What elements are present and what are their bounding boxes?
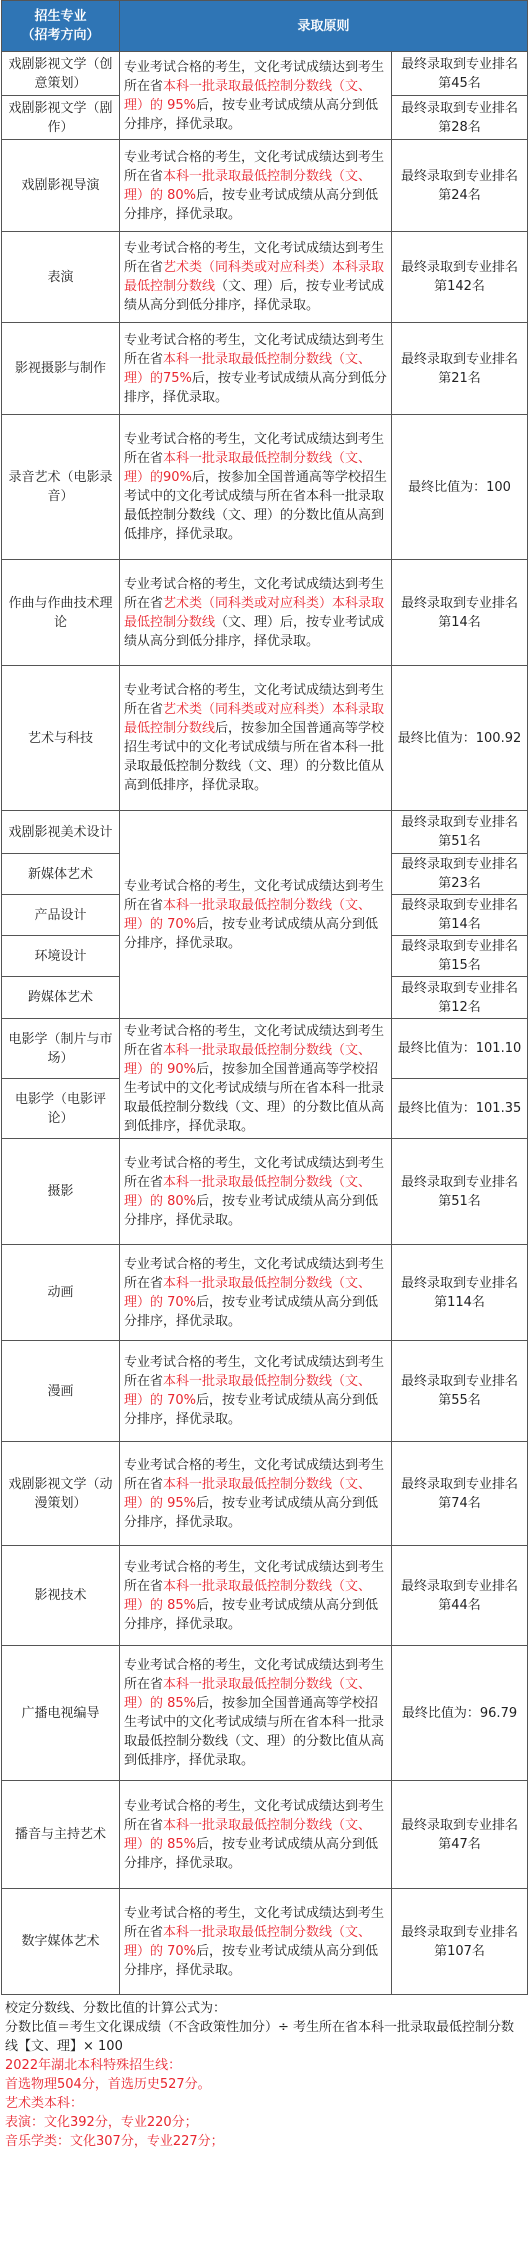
- special-line-values: 首选物理504分，首选历史527分。: [5, 2077, 211, 2092]
- rule-highlight: 本科一批录取最低控制分数线（文、理）的 70%: [124, 1275, 372, 1310]
- rule-highlight: 本科一批录取最低控制分数线（文、理）的 85%: [124, 1817, 372, 1852]
- rule-cell: 专业考试合格的考生，文化考试成绩达到考生所在省艺术类（同科类或对应科类）本科录取最低控制分数线（文、理）后，按专业考试成绩从高分到低分排序，择优录取。: [120, 232, 392, 323]
- header-rule: 录取原则: [120, 1, 528, 52]
- table-row: [2, 1341, 528, 1442]
- result-cell: 最终录取到专业排名第44名: [392, 1546, 528, 1646]
- result-cell: 最终录取到专业排名第74名: [392, 1442, 528, 1546]
- result-cell: 最终录取到专业排名第24名: [392, 140, 528, 232]
- result-cell: 最终录取到专业排名第51名: [392, 1139, 528, 1245]
- rule-highlight: 艺术类（同科类或对应科类）本科录取最低控制分数线: [124, 702, 385, 736]
- major-cell: 表演: [2, 232, 120, 323]
- table-row: [2, 1889, 528, 1995]
- rule-highlight: 本科一批录取最低控制分数线（文、理）的 95%: [124, 1476, 372, 1511]
- result-cell: 最终录取到专业排名第28名: [392, 96, 528, 140]
- major-cell: 新媒体艺术: [2, 854, 120, 895]
- rule-cell: 专业考试合格的考生，文化考试成绩达到考生所在省本科一批录取最低控制分数线（文、理）的 70%后，按专业考试成绩从高分到低分排序，择优录取。: [120, 811, 392, 1019]
- table-row: [2, 1546, 528, 1646]
- rule-highlight: 本科一批录取最低控制分数线（文、理）的 70%: [124, 1374, 372, 1408]
- table-row: [2, 52, 528, 96]
- result-cell: 最终录取到专业排名第15名: [392, 936, 528, 977]
- result-cell: 最终比值为：96.79: [392, 1646, 528, 1781]
- table-row: [2, 1781, 528, 1889]
- result-cell: 最终录取到专业排名第55名: [392, 1341, 528, 1442]
- rule-highlight: 本科一批录取最低控制分数线（文、理）的 95%: [124, 78, 372, 113]
- rule-cell: 专业考试合格的考生，文化考试成绩达到考生所在省本科一批录取最低控制分数线（文、理）的 70%后，按专业考试成绩从高分到低分排序，择优录取。: [120, 1245, 392, 1341]
- rule-highlight: 本科一批录取最低控制分数线（文、理）的 80%: [124, 168, 372, 203]
- rule-highlight: 本科一批录取最低控制分数线（文、理）的 85%: [124, 1677, 372, 1711]
- table-row: [2, 323, 528, 415]
- major-cell: 数字媒体艺术: [2, 1889, 120, 1995]
- rule-cell: 专业考试合格的考生，文化考试成绩达到考生所在省本科一批录取最低控制分数线（文、理）的 85%后，按专业考试成绩从高分到低分排序，择优录取。: [120, 1546, 392, 1646]
- result-cell: 最终录取到专业排名第142名: [392, 232, 528, 323]
- major-cell: 戏剧影视文学（动漫策划）: [2, 1442, 120, 1546]
- major-cell: 影视技术: [2, 1546, 120, 1646]
- admission-sheet: [1, 0, 527, 2151]
- acting-line: 表演：文化392分，专业220分；: [5, 2115, 198, 2130]
- result-cell: 最终录取到专业排名第23名: [392, 854, 528, 895]
- rule-cell: 专业考试合格的考生，文化考试成绩达到考生所在省艺术类（同科类或对应科类）本科录取最低控制分数线后，按参加全国普通高等学校招生考试中的文化考试成绩与所在省本科一批录取最低控制分数线（文、理）的分数比值从高到低排序，择优录取。: [120, 666, 392, 811]
- table-row: [2, 1646, 528, 1781]
- major-cell: 艺术与科技: [2, 666, 120, 811]
- table-row: [2, 232, 528, 323]
- rule-highlight: 本科一批录取最低控制分数线（文、理）的75%: [124, 351, 372, 386]
- formula-text: 分数比值＝考生文化课成绩（不含政策性加分）÷ 考生所在省本科一批录取最低控制分数线【文、理】× 100: [5, 2020, 515, 2054]
- rule-highlight: 艺术类（同科类或对应科类）本科录取最低控制分数线: [124, 260, 385, 294]
- table-row: [2, 1442, 528, 1546]
- major-cell: 影视摄影与制作: [2, 323, 120, 415]
- major-cell: 戏剧影视文学（剧作）: [2, 96, 120, 140]
- major-cell: 戏剧影视导演: [2, 140, 120, 232]
- table-row: [2, 1139, 528, 1245]
- rule-cell: 专业考试合格的考生，文化考试成绩达到考生所在省本科一批录取最低控制分数线（文、理）的 95%后，按专业考试成绩从高分到低分排序，择优录取。: [120, 52, 392, 140]
- rule-highlight: 本科一批录取最低控制分数线（文、理）的 70%: [124, 897, 372, 932]
- rule-cell: 专业考试合格的考生，文化考试成绩达到考生所在省本科一批录取最低控制分数线（文、理）的 95%后，按专业考试成绩从高分到低分排序，择优录取。: [120, 1442, 392, 1546]
- major-cell: 动画: [2, 1245, 120, 1341]
- result-cell: 最终录取到专业排名第45名: [392, 52, 528, 96]
- rule-cell: 专业考试合格的考生，文化考试成绩达到考生所在省本科一批录取最低控制分数线（文、理）的 80%后，按专业考试成绩从高分到低分排序，择优录取。: [120, 1139, 392, 1245]
- rule-cell: 专业考试合格的考生，文化考试成绩达到考生所在省本科一批录取最低控制分数线（文、理）的90%后，按参加全国普通高等学校招生考试中的文化考试成绩与所在省本科一批录取最低控制分数线（文、理）的分数比值从高到低排序，择优录取。: [120, 415, 392, 560]
- table-row: [2, 560, 528, 666]
- result-cell: 最终比值为：100: [392, 415, 528, 560]
- major-cell: 作曲与作曲技术理论: [2, 560, 120, 666]
- major-cell: 电影学（电影评论）: [2, 1079, 120, 1139]
- rule-highlight: 本科一批录取最低控制分数线（文、理）的 85%: [124, 1578, 372, 1613]
- major-cell: 戏剧影视文学（创意策划）: [2, 52, 120, 96]
- result-cell: 最终录取到专业排名第12名: [392, 977, 528, 1019]
- result-cell: 最终录取到专业排名第107名: [392, 1889, 528, 1995]
- rule-cell: 专业考试合格的考生，文化考试成绩达到考生所在省本科一批录取最低控制分数线（文、理）的 90%后，按参加全国普通高等学校招生考试中的文化考试成绩与所在省本科一批录取最低控制分数线（文、理）的分数比值从高到低排序，择优录取。: [120, 1019, 392, 1139]
- major-cell: 戏剧影视美术设计: [2, 811, 120, 854]
- rule-highlight: 本科一批录取最低控制分数线（文、理）的 90%: [124, 1042, 372, 1077]
- formula-notes: [1, 1995, 527, 2151]
- major-cell: 摄影: [2, 1139, 120, 1245]
- table-row: [2, 1019, 528, 1079]
- result-cell: 最终录取到专业排名第14名: [392, 895, 528, 936]
- table-row: [2, 140, 528, 232]
- table-row: [2, 811, 528, 854]
- rule-cell: 专业考试合格的考生，文化考试成绩达到考生所在省本科一批录取最低控制分数线（文、理）的 85%后，按参加全国普通高等学校招生考试中的文化考试成绩与所在省本科一批录取最低控制分数线（文、理）的分数比值从高到低排序，择优录取。: [120, 1646, 392, 1781]
- rule-highlight: 本科一批录取最低控制分数线（文、理）的90%: [124, 451, 372, 485]
- table-header: [2, 1, 528, 52]
- rule-cell: 专业考试合格的考生，文化考试成绩达到考生所在省本科一批录取最低控制分数线（文、理）的 70%后，按专业考试成绩从高分到低分排序，择优录取。: [120, 1889, 392, 1995]
- major-cell: 跨媒体艺术: [2, 977, 120, 1019]
- art-undergrad-title: 艺术类本科：: [5, 2096, 84, 2111]
- rule-cell: 专业考试合格的考生，文化考试成绩达到考生所在省本科一批录取最低控制分数线（文、理）的75%后，按专业考试成绩从高分到低分排序，择优录取。: [120, 323, 392, 415]
- result-cell: 最终录取到专业排名第21名: [392, 323, 528, 415]
- special-line-title: 2022年湖北本科特殊招生线：: [5, 2058, 182, 2073]
- rule-cell: 专业考试合格的考生，文化考试成绩达到考生所在省本科一批录取最低控制分数线（文、理）的 85%后，按专业考试成绩从高分到低分排序，择优录取。: [120, 1781, 392, 1889]
- result-cell: 最终录取到专业排名第51名: [392, 811, 528, 854]
- rule-highlight: 本科一批录取最低控制分数线（文、理）的 80%: [124, 1174, 372, 1209]
- rule-cell: 专业考试合格的考生，文化考试成绩达到考生所在省艺术类（同科类或对应科类）本科录取最低控制分数线（文、理）后，按专业考试成绩从高分到低分排序，择优录取。: [120, 560, 392, 666]
- formula-title: 校定分数线、分数比值的计算公式为：: [5, 2001, 227, 2016]
- admission-table: [1, 0, 528, 1995]
- result-cell: 最终比值为：101.35: [392, 1079, 528, 1139]
- major-cell: 录音艺术（电影录音）: [2, 415, 120, 560]
- result-cell: 最终录取到专业排名第14名: [392, 560, 528, 666]
- rule-cell: 专业考试合格的考生，文化考试成绩达到考生所在省本科一批录取最低控制分数线（文、理）的 70%后，按专业考试成绩从高分到低分排序，择优录取。: [120, 1341, 392, 1442]
- header-major: 招生专业 （招考方向）: [2, 1, 120, 52]
- music-line: 音乐学类：文化307分，专业227分；: [5, 2134, 224, 2149]
- major-cell: 产品设计: [2, 895, 120, 936]
- table-row: [2, 666, 528, 811]
- major-cell: 广播电视编导: [2, 1646, 120, 1781]
- major-cell: 环境设计: [2, 936, 120, 977]
- major-cell: 播音与主持艺术: [2, 1781, 120, 1889]
- table-row: [2, 415, 528, 560]
- table-row: [2, 1245, 528, 1341]
- major-cell: 电影学（制片与市场）: [2, 1019, 120, 1079]
- result-cell: 最终比值为：101.10: [392, 1019, 528, 1079]
- major-cell: 漫画: [2, 1341, 120, 1442]
- rule-highlight: 艺术类（同科类或对应科类）本科录取最低控制分数线: [124, 595, 385, 630]
- result-cell: 最终录取到专业排名第114名: [392, 1245, 528, 1341]
- result-cell: 最终比值为：100.92: [392, 666, 528, 811]
- rule-highlight: 本科一批录取最低控制分数线（文、理）的 70%: [124, 1924, 372, 1959]
- result-cell: 最终录取到专业排名第47名: [392, 1781, 528, 1889]
- rule-cell: 专业考试合格的考生，文化考试成绩达到考生所在省本科一批录取最低控制分数线（文、理）的 80%后，按专业考试成绩从高分到低分排序，择优录取。: [120, 140, 392, 232]
